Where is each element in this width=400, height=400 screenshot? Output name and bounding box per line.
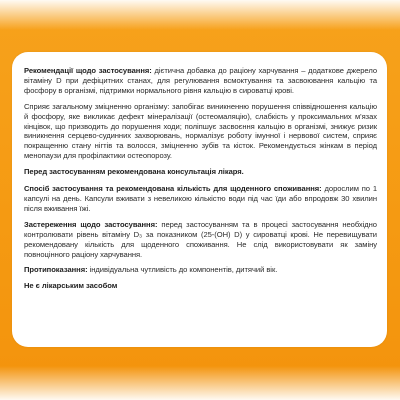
not-a-medicine-text: Не є лікарським засобом (24, 281, 118, 291)
doctor-consultation-note (24, 167, 377, 177)
not-a-medicine-note (24, 281, 377, 291)
contraindications-text: індивідуальна чутливість до компонентів, дитячий вік. (87, 265, 278, 275)
benefits-text: Сприяє загальному зміцненню організму: запобігає виникненню порушення співвідношення кальцію й фосфору, яке викликає дефект мінералізації (остеомаляцію), слабкість у проксимальних м'язах кінцівок, що призводить до порушення ходи; поліпшує засвоєння кальцію в організмі, знижує ризик виникнення серцево-судинних захворювань, нормалізує роботу імунної і нервової систем, сприяє покращенню стану нігтів та волосся, зміцненню зубів та кісток. Рекомендується жінкам в період менопаузи для профілактики остеопорозу. (24, 101, 377, 161)
usage-recommendations (24, 66, 377, 96)
contraindications-title: Протипоказання: (24, 265, 88, 275)
info-text-panel (12, 52, 387, 347)
usage-recommendations-title: Рекомендації щодо застосування: (24, 66, 152, 75)
warnings-title: Застереження щодо застосування: (24, 219, 158, 229)
contraindications-paragraph (24, 265, 377, 275)
doctor-consultation-text: Перед застосуванням рекомендована консультація лікаря. (24, 167, 244, 177)
warnings-paragraph (24, 220, 377, 260)
dosage-text: дорослим по 1 капсулі на день. Капсули вживати з невеликою кількістю води під час їди або впродовж 30 хвилин після вживання їжі. (24, 184, 377, 213)
benefits-paragraph (24, 102, 377, 161)
dosage-paragraph (24, 184, 377, 214)
dosage-title: Спосіб застосування та рекомендована кількість для щоденного споживання: (24, 184, 322, 194)
usage-recommendations-text: дієтична добавка до раціону харчування – додаткове джерело вітаміну D при дефіцитних станах, для регулювання всмоктування та засвоювання кальцію та фосфору в організмі, підтримки нормального рівня кальцію в сироватці крові. (24, 66, 377, 95)
warnings-text: перед застосуванням та в процесі застосування необхідно контролювати рівень вітаміну D₃ за показником (25-(ОН) D) у сироватці крові. Не перевищувати рекомендовану кількість для щоденного споживання. Не слід використовувати як заміну повноцінного раціону харчування. (24, 219, 377, 259)
